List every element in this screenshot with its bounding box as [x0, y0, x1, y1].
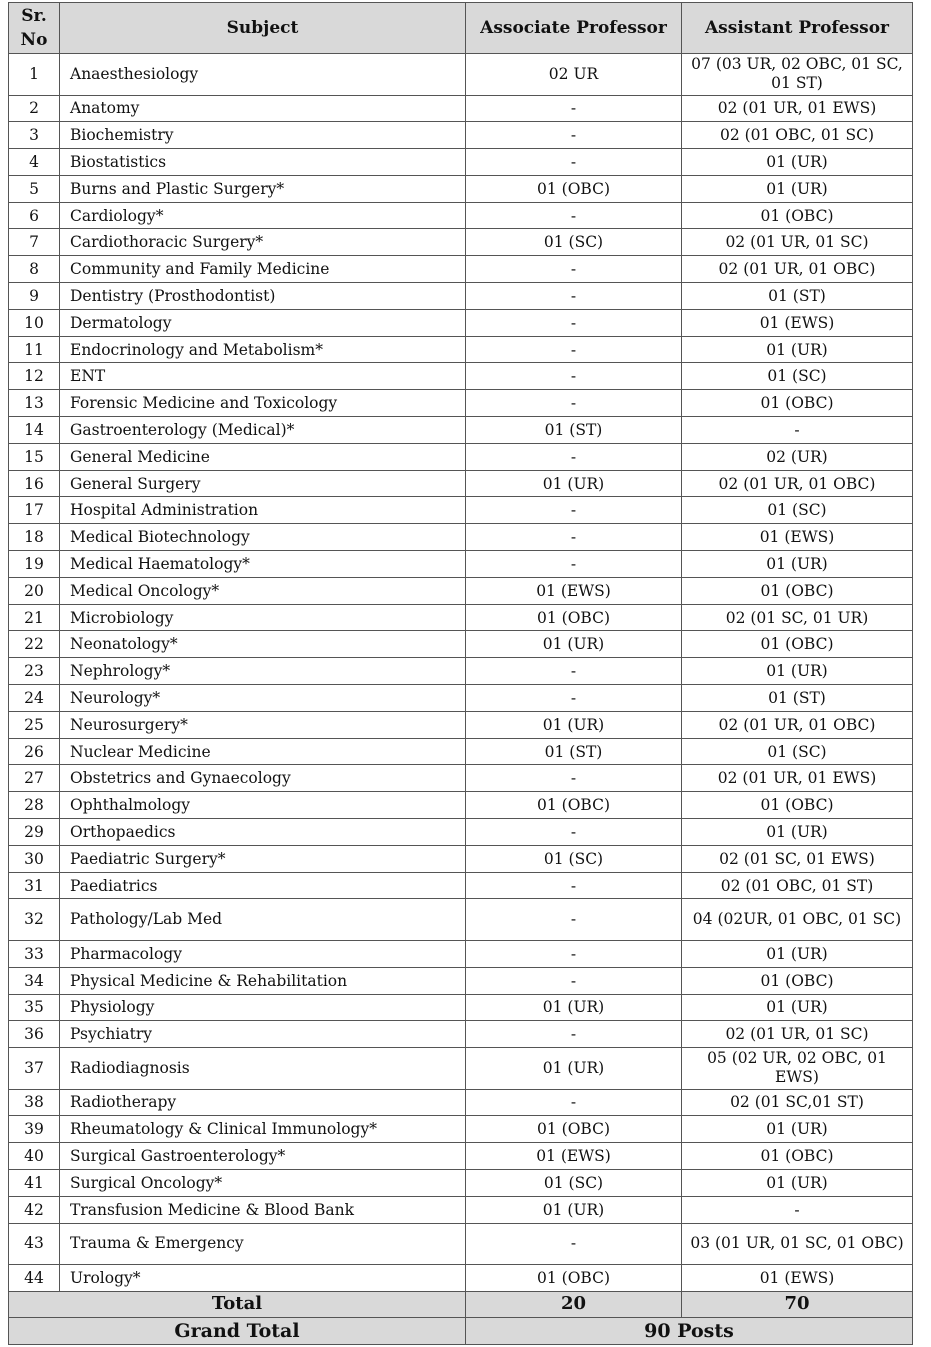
row-sr-no: 22	[9, 631, 60, 658]
row-sr-no: 29	[9, 819, 60, 846]
table-row	[9, 1169, 913, 1196]
table-row	[9, 1089, 913, 1116]
row-associate-posts: 01 (UR)	[466, 994, 682, 1021]
row-associate-posts: -	[466, 872, 682, 899]
row-associate-posts: -	[466, 497, 682, 524]
table-row	[9, 551, 913, 578]
table-row	[9, 738, 913, 765]
row-subject: Orthopaedics	[60, 819, 466, 846]
row-subject: Medical Haematology*	[60, 551, 466, 578]
row-assistant-posts: 05 (02 UR, 02 OBC, 01 EWS)	[682, 1048, 913, 1090]
row-assistant-posts: 01 (UR)	[682, 819, 913, 846]
row-subject: Medical Oncology*	[60, 577, 466, 604]
row-sr-no: 39	[9, 1116, 60, 1143]
row-assistant-posts: 02 (01 SC,01 ST)	[682, 1089, 913, 1116]
row-subject: ENT	[60, 363, 466, 390]
row-associate-posts: 01 (ST)	[466, 417, 682, 444]
row-sr-no: 1	[9, 54, 60, 96]
table-row	[9, 845, 913, 872]
table-row	[9, 1196, 913, 1223]
row-subject: Transfusion Medicine & Blood Bank	[60, 1196, 466, 1223]
row-sr-no: 40	[9, 1143, 60, 1170]
row-sr-no: 38	[9, 1089, 60, 1116]
table-row	[9, 685, 913, 712]
row-associate-posts: -	[466, 899, 682, 941]
row-subject: Endocrinology and Metabolism*	[60, 336, 466, 363]
table-row	[9, 899, 913, 941]
row-associate-posts: -	[466, 309, 682, 336]
row-subject: Medical Biotechnology	[60, 524, 466, 551]
row-assistant-posts: 01 (UR)	[682, 1116, 913, 1143]
row-sr-no: 28	[9, 792, 60, 819]
row-associate-posts: -	[466, 551, 682, 578]
row-sr-no: 7	[9, 229, 60, 256]
table-row	[9, 336, 913, 363]
row-sr-no: 31	[9, 872, 60, 899]
row-sr-no: 17	[9, 497, 60, 524]
row-assistant-posts: 01 (OBC)	[682, 202, 913, 229]
row-associate-posts: 01 (ST)	[466, 738, 682, 765]
row-sr-no: 4	[9, 149, 60, 176]
row-assistant-posts: 01 (OBC)	[682, 390, 913, 417]
row-subject: Hospital Administration	[60, 497, 466, 524]
row-subject: Obstetrics and Gynaecology	[60, 765, 466, 792]
row-subject: Radiotherapy	[60, 1089, 466, 1116]
row-subject: Trauma & Emergency	[60, 1223, 466, 1265]
row-assistant-posts: 02 (01 OBC, 01 ST)	[682, 872, 913, 899]
row-assistant-posts: 01 (SC)	[682, 363, 913, 390]
row-assistant-posts: 02 (01 UR, 01 EWS)	[682, 765, 913, 792]
table-row	[9, 470, 913, 497]
row-associate-posts: -	[466, 283, 682, 310]
row-sr-no: 24	[9, 685, 60, 712]
row-sr-no: 21	[9, 604, 60, 631]
total-label: Total	[9, 1291, 466, 1317]
row-sr-no: 42	[9, 1196, 60, 1223]
row-sr-no: 30	[9, 845, 60, 872]
row-assistant-posts: 01 (OBC)	[682, 967, 913, 994]
row-associate-posts: -	[466, 1021, 682, 1048]
row-assistant-posts: 02 (01 UR, 01 OBC)	[682, 470, 913, 497]
row-assistant-posts: 04 (02UR, 01 OBC, 01 SC)	[682, 899, 913, 941]
grand-total-row	[9, 1317, 913, 1344]
table-row	[9, 1116, 913, 1143]
header-subject: Subject	[60, 3, 466, 54]
row-sr-no: 13	[9, 390, 60, 417]
row-associate-posts: -	[466, 202, 682, 229]
row-sr-no: 27	[9, 765, 60, 792]
total-row	[9, 1291, 913, 1317]
row-sr-no: 25	[9, 711, 60, 738]
row-assistant-posts: 01 (OBC)	[682, 631, 913, 658]
row-subject: Neurology*	[60, 685, 466, 712]
row-sr-no: 8	[9, 256, 60, 283]
row-associate-posts: -	[466, 967, 682, 994]
row-associate-posts: 01 (SC)	[466, 229, 682, 256]
row-subject: Neonatology*	[60, 631, 466, 658]
row-associate-posts: 01 (UR)	[466, 1048, 682, 1090]
table-row	[9, 202, 913, 229]
row-subject: Nuclear Medicine	[60, 738, 466, 765]
table-row	[9, 256, 913, 283]
row-subject: Surgical Oncology*	[60, 1169, 466, 1196]
table-row	[9, 604, 913, 631]
row-subject: Cardiology*	[60, 202, 466, 229]
header-row	[9, 3, 913, 54]
row-associate-posts: 01 (OBC)	[466, 792, 682, 819]
row-assistant-posts: 01 (OBC)	[682, 1143, 913, 1170]
row-sr-no: 19	[9, 551, 60, 578]
table-row	[9, 175, 913, 202]
row-sr-no: 35	[9, 994, 60, 1021]
table-row	[9, 95, 913, 122]
row-associate-posts: -	[466, 122, 682, 149]
row-assistant-posts: 01 (UR)	[682, 994, 913, 1021]
row-assistant-posts: 01 (EWS)	[682, 309, 913, 336]
row-associate-posts: 01 (UR)	[466, 1196, 682, 1223]
row-assistant-posts: 02 (01 UR, 01 OBC)	[682, 711, 913, 738]
table-row	[9, 149, 913, 176]
row-subject: Physical Medicine & Rehabilitation	[60, 967, 466, 994]
row-subject: Physiology	[60, 994, 466, 1021]
row-assistant-posts: 01 (EWS)	[682, 1265, 913, 1292]
row-subject: Community and Family Medicine	[60, 256, 466, 283]
row-sr-no: 32	[9, 899, 60, 941]
row-assistant-posts: 01 (ST)	[682, 283, 913, 310]
table-row	[9, 1048, 913, 1090]
row-assistant-posts: 01 (ST)	[682, 685, 913, 712]
grand-total-value: 90 Posts	[466, 1317, 913, 1344]
row-assistant-posts: 01 (UR)	[682, 149, 913, 176]
row-associate-posts: 01 (UR)	[466, 711, 682, 738]
row-associate-posts: -	[466, 149, 682, 176]
row-subject: General Medicine	[60, 443, 466, 470]
row-associate-posts: 02 UR	[466, 54, 682, 96]
row-sr-no: 10	[9, 309, 60, 336]
row-assistant-posts: 07 (03 UR, 02 OBC, 01 SC, 01 ST)	[682, 54, 913, 96]
row-associate-posts: -	[466, 819, 682, 846]
row-subject: Surgical Gastroenterology*	[60, 1143, 466, 1170]
row-sr-no: 44	[9, 1265, 60, 1292]
row-subject: Microbiology	[60, 604, 466, 631]
row-assistant-posts: 02 (01 SC, 01 EWS)	[682, 845, 913, 872]
table-row	[9, 497, 913, 524]
row-subject: Anaesthesiology	[60, 54, 466, 96]
row-subject: Neurosurgery*	[60, 711, 466, 738]
row-associate-posts: 01 (OBC)	[466, 1116, 682, 1143]
table-row	[9, 1143, 913, 1170]
row-subject: Dermatology	[60, 309, 466, 336]
row-sr-no: 9	[9, 283, 60, 310]
table-row	[9, 658, 913, 685]
row-sr-no: 15	[9, 443, 60, 470]
row-assistant-posts: 01 (EWS)	[682, 524, 913, 551]
row-assistant-posts: 01 (OBC)	[682, 577, 913, 604]
row-sr-no: 18	[9, 524, 60, 551]
row-subject: Anatomy	[60, 95, 466, 122]
table-row	[9, 417, 913, 444]
row-associate-posts: 01 (UR)	[466, 470, 682, 497]
row-assistant-posts: 02 (01 SC, 01 UR)	[682, 604, 913, 631]
row-associate-posts: -	[466, 95, 682, 122]
row-subject: Pathology/Lab Med	[60, 899, 466, 941]
row-subject: Biochemistry	[60, 122, 466, 149]
total-associate: 20	[466, 1291, 682, 1317]
table-row	[9, 54, 913, 96]
table-row	[9, 1265, 913, 1292]
row-sr-no: 23	[9, 658, 60, 685]
row-sr-no: 43	[9, 1223, 60, 1265]
row-sr-no: 6	[9, 202, 60, 229]
row-associate-posts: 01 (EWS)	[466, 1143, 682, 1170]
table-row	[9, 994, 913, 1021]
row-associate-posts: -	[466, 658, 682, 685]
table-row	[9, 390, 913, 417]
row-associate-posts: -	[466, 390, 682, 417]
table-row	[9, 229, 913, 256]
row-associate-posts: -	[466, 940, 682, 967]
row-subject: Nephrology*	[60, 658, 466, 685]
table-row	[9, 363, 913, 390]
row-sr-no: 34	[9, 967, 60, 994]
row-associate-posts: 01 (OBC)	[466, 1265, 682, 1292]
row-assistant-posts: -	[682, 417, 913, 444]
row-subject: Burns and Plastic Surgery*	[60, 175, 466, 202]
table-row	[9, 872, 913, 899]
row-assistant-posts: 03 (01 UR, 01 SC, 01 OBC)	[682, 1223, 913, 1265]
row-assistant-posts: 01 (OBC)	[682, 792, 913, 819]
row-associate-posts: -	[466, 363, 682, 390]
row-sr-no: 12	[9, 363, 60, 390]
table-row	[9, 283, 913, 310]
row-subject: Radiodiagnosis	[60, 1048, 466, 1090]
table-row	[9, 940, 913, 967]
row-assistant-posts: 02 (01 UR, 01 OBC)	[682, 256, 913, 283]
row-assistant-posts: 01 (SC)	[682, 497, 913, 524]
table-row	[9, 577, 913, 604]
row-assistant-posts: 01 (UR)	[682, 175, 913, 202]
row-subject: Rheumatology & Clinical Immunology*	[60, 1116, 466, 1143]
header-sr-no: Sr. No	[9, 3, 60, 54]
row-assistant-posts: 02 (01 UR, 01 SC)	[682, 1021, 913, 1048]
row-assistant-posts: 01 (SC)	[682, 738, 913, 765]
row-associate-posts: -	[466, 685, 682, 712]
row-sr-no: 3	[9, 122, 60, 149]
row-subject: Paediatric Surgery*	[60, 845, 466, 872]
row-associate-posts: -	[466, 443, 682, 470]
row-subject: Gastroenterology (Medical)*	[60, 417, 466, 444]
table-row	[9, 765, 913, 792]
row-subject: Forensic Medicine and Toxicology	[60, 390, 466, 417]
row-subject: Dentistry (Prosthodontist)	[60, 283, 466, 310]
row-associate-posts: 01 (OBC)	[466, 604, 682, 631]
row-associate-posts: -	[466, 1223, 682, 1265]
row-subject: Pharmacology	[60, 940, 466, 967]
row-sr-no: 16	[9, 470, 60, 497]
row-assistant-posts: 01 (UR)	[682, 551, 913, 578]
row-associate-posts: 01 (SC)	[466, 845, 682, 872]
row-subject: Ophthalmology	[60, 792, 466, 819]
row-sr-no: 26	[9, 738, 60, 765]
row-sr-no: 33	[9, 940, 60, 967]
row-associate-posts: 01 (UR)	[466, 631, 682, 658]
table-row	[9, 631, 913, 658]
row-subject: Paediatrics	[60, 872, 466, 899]
row-assistant-posts: 02 (01 UR, 01 EWS)	[682, 95, 913, 122]
row-associate-posts: 01 (SC)	[466, 1169, 682, 1196]
row-assistant-posts: 02 (01 OBC, 01 SC)	[682, 122, 913, 149]
table-row	[9, 309, 913, 336]
table-body	[9, 54, 913, 1292]
total-assistant: 70	[682, 1291, 913, 1317]
row-assistant-posts: 01 (UR)	[682, 940, 913, 967]
row-assistant-posts: 01 (UR)	[682, 658, 913, 685]
table-row	[9, 711, 913, 738]
row-associate-posts: -	[466, 1089, 682, 1116]
row-assistant-posts: 02 (01 UR, 01 SC)	[682, 229, 913, 256]
header-assistant-professor: Assistant Professor	[682, 3, 913, 54]
row-subject: General Surgery	[60, 470, 466, 497]
table-row	[9, 1223, 913, 1265]
row-sr-no: 11	[9, 336, 60, 363]
row-sr-no: 37	[9, 1048, 60, 1090]
row-associate-posts: -	[466, 336, 682, 363]
row-assistant-posts: 02 (UR)	[682, 443, 913, 470]
row-assistant-posts: -	[682, 1196, 913, 1223]
row-sr-no: 14	[9, 417, 60, 444]
row-subject: Biostatistics	[60, 149, 466, 176]
grand-total-label: Grand Total	[9, 1317, 466, 1344]
row-sr-no: 41	[9, 1169, 60, 1196]
header-associate-professor: Associate Professor	[466, 3, 682, 54]
table-row	[9, 524, 913, 551]
posts-table	[8, 2, 913, 1345]
row-sr-no: 2	[9, 95, 60, 122]
row-associate-posts: -	[466, 765, 682, 792]
row-subject: Urology*	[60, 1265, 466, 1292]
table-row	[9, 792, 913, 819]
row-associate-posts: 01 (OBC)	[466, 175, 682, 202]
row-sr-no: 36	[9, 1021, 60, 1048]
row-assistant-posts: 01 (UR)	[682, 1169, 913, 1196]
row-sr-no: 20	[9, 577, 60, 604]
table-row	[9, 967, 913, 994]
row-subject: Psychiatry	[60, 1021, 466, 1048]
row-subject: Cardiothoracic Surgery*	[60, 229, 466, 256]
table-row	[9, 1021, 913, 1048]
row-sr-no: 5	[9, 175, 60, 202]
table-row	[9, 122, 913, 149]
row-associate-posts: -	[466, 256, 682, 283]
row-associate-posts: 01 (EWS)	[466, 577, 682, 604]
row-assistant-posts: 01 (UR)	[682, 336, 913, 363]
table-row	[9, 819, 913, 846]
table-row	[9, 443, 913, 470]
row-associate-posts: -	[466, 524, 682, 551]
